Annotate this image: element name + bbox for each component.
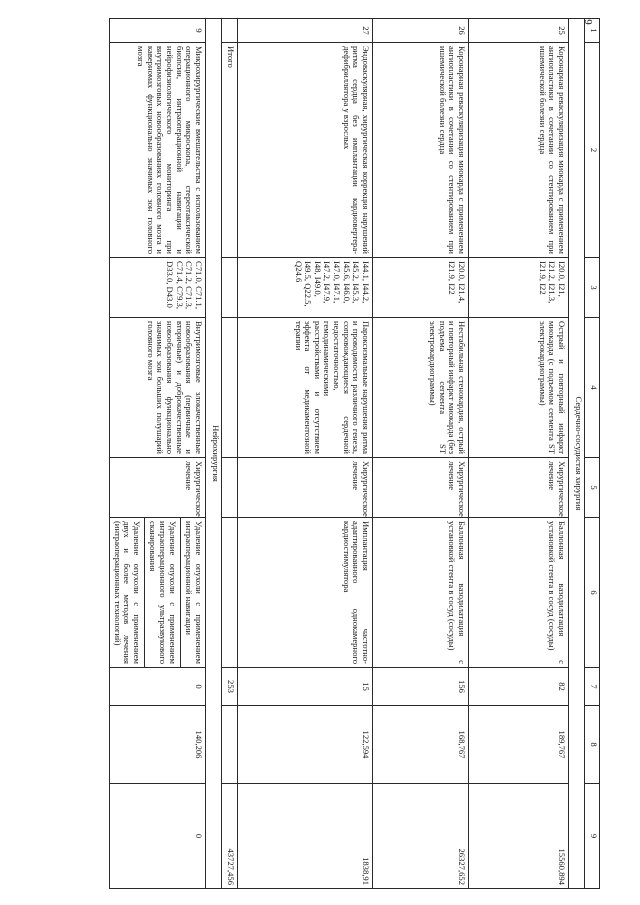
value-col9: 0	[110, 784, 206, 889]
table-row	[373, 19, 469, 889]
care-name: Коронарная реваскуляризация миокарда с применением ангиопластики в сочетании со стентированием при ишемической болезни сердца	[469, 43, 569, 258]
diagnosis: Острый и повторный инфаркт миокарда (с подъемом сегмента ST электрокардиограммы)	[469, 318, 569, 458]
col-header: 5	[585, 458, 600, 518]
diagnosis: Нестабильная стенокардия, острый и повторный инфаркт миокарда (без подъема сегмента ST электрокардиограммы)	[373, 318, 469, 458]
col-header: 1	[585, 19, 600, 43]
row-number: 26	[373, 19, 469, 43]
col-header: 9	[585, 784, 600, 889]
value-col8: 140,206	[110, 706, 206, 784]
section-row	[206, 19, 222, 889]
diagnosis: Пароксизмальные нарушения ритма и проводимости различного генеза, сопровождающиеся сердечной недостаточностью, гемодинамическими расстройствами и отсутствием эффекта от медикаментозной терапии	[238, 318, 373, 458]
care-name: Микрохирургические вмешательства с использованием операционного микроскопа, стереотаксической биопсии, интраоперационной навигации и нейрофизиологического мониторинга при внутримозговых новообразованиях головного мозга и каверномах функционально значимых зон головного мозга	[110, 43, 206, 258]
treatment-method: Имплантация частотно-адаптированного однокамерного кардиостимулятора	[238, 518, 373, 668]
value-col7: 82	[469, 668, 569, 706]
col-header: 3	[585, 258, 600, 318]
value-col7: 156	[373, 668, 469, 706]
col-header: 7	[585, 668, 600, 706]
value-col7: 15	[238, 668, 373, 706]
icd-codes: I20.0, I21.4, I21.9, I22	[373, 258, 469, 318]
col-header: 4	[585, 318, 600, 458]
col-header: 2	[585, 43, 600, 258]
rotated-page-content	[80, 18, 600, 888]
treatment-method: Удаление опухоли с применением интраоперационного ультразвукового сканирования	[144, 518, 177, 667]
col-header: 6	[585, 518, 600, 668]
row-number: 25	[469, 19, 569, 43]
treatment-type: Хирургическое лечение	[373, 458, 469, 518]
treatment-method: Баллонная вазодилатация с установкой стента в сосуд (сосуды)	[469, 518, 569, 668]
section-title-cardio: Сердечно-сосудистая хирургия	[569, 19, 585, 889]
icd-codes: C71.0, C71.1, C71.2, C71.3, C71.4, C79.3, D33.0, D43.0	[110, 258, 206, 318]
section-title-neuro: Нейрохирургия	[206, 19, 222, 889]
treatment-type: Хирургическое лечение	[110, 458, 206, 518]
treatment-method: Удаление опухоли с применением двух и более методов лечения (интраоперационных технологий)	[112, 521, 142, 664]
icd-codes: I20.0, I21, I21.2, I21.3, I21.9, I22	[469, 258, 569, 318]
section-row	[569, 19, 585, 889]
icd-codes: I44.1, I44.2, I45.2, I45.3, I45.6, I46.0, I47.0, I47.1, I47.2, I47.9, I48, I49.0, I49.5, Q22.5, Q24.6	[238, 258, 373, 318]
medical-care-table	[109, 18, 600, 889]
total-label: Итого	[222, 43, 238, 258]
total-col9: 43727,456	[222, 784, 238, 889]
value-col9: 15560,894	[469, 784, 569, 889]
table-row	[469, 19, 569, 889]
total-row	[222, 19, 238, 889]
value-col9: 1838,91	[238, 784, 373, 889]
total-col7: 253	[222, 668, 238, 706]
diagnosis: Внутримозговые злокачественные новообразования (первичные и вторичные) и доброкачественные новообразования функционально значимых зон больших полушарий головного мозга	[110, 318, 206, 458]
treatment-methods	[110, 518, 206, 668]
value-col8: 168,767	[373, 706, 469, 784]
row-number: 9	[110, 19, 206, 43]
column-number-row	[585, 19, 600, 889]
value-col8: 189,767	[469, 706, 569, 784]
value-col8: 122,594	[238, 706, 373, 784]
page-number: 6	[582, 19, 595, 25]
value-col9: 26327,652	[373, 784, 469, 889]
treatment-type: Хирургическое лечение	[469, 458, 569, 518]
treatment-method: Баллонная вазодилатация с установкой стента в сосуд (сосуды)	[373, 518, 469, 668]
col-header: 8	[585, 706, 600, 784]
treatment-method: Удаление опухоли с применением интраоперационной навигации	[180, 518, 203, 667]
table-row	[238, 19, 373, 889]
care-name: Эндоваскулярная, хирургическая коррекция нарушений ритма сердца без имплантации кардиовертера-дефибриллятора у взрослых	[238, 43, 373, 258]
treatment-type: Хирургическое лечение	[238, 458, 373, 518]
value-col7: 0	[110, 668, 206, 706]
care-name: Коронарная реваскуляризация миокарда с применением ангиопластики в сочетании со стентированием при ишемической болезни сердца	[373, 43, 469, 258]
table-row	[110, 19, 206, 889]
row-number: 27	[238, 19, 373, 43]
